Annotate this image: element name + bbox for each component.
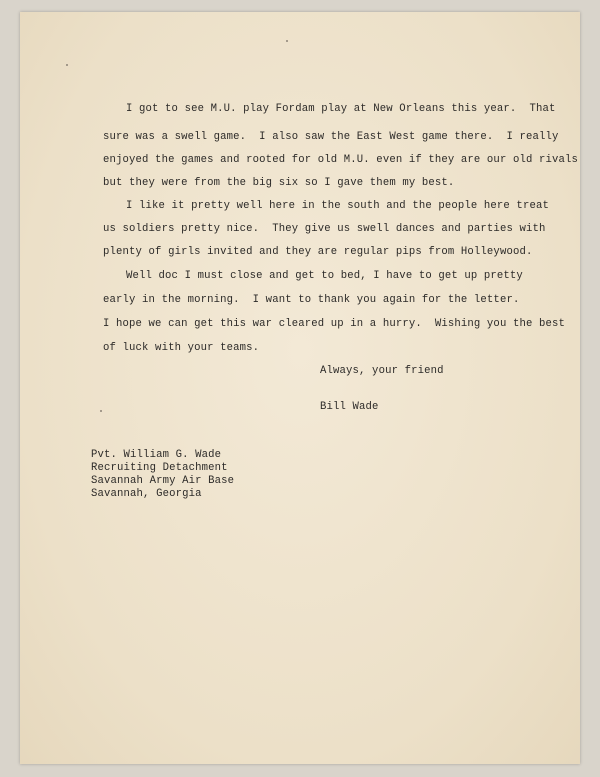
paragraph-2-line-3: plenty of girls invited and they are regular pips from Holleywood. xyxy=(103,246,533,258)
closing: Always, your friend xyxy=(320,365,444,377)
paragraph-1-line-1: I got to see M.U. play Fordam play at New Orleans this year. That xyxy=(126,103,556,115)
address-line-4: Savannah, Georgia xyxy=(91,488,202,500)
letter-page xyxy=(20,12,580,764)
paragraph-2-line-1: I like it pretty well here in the south and the people here treat xyxy=(126,200,549,212)
paragraph-1-line-3: enjoyed the games and rooted for old M.U. even if they are our old rivals xyxy=(103,154,579,166)
paper-speck xyxy=(100,410,102,412)
address-line-3: Savannah Army Air Base xyxy=(91,475,235,487)
paragraph-3-line-4: of luck with your teams. xyxy=(103,342,260,354)
paragraph-1-line-2: sure was a swell game. I also saw the East West game there. I really xyxy=(103,131,559,143)
paragraph-3-line-2: early in the morning. I want to thank you again for the letter. xyxy=(103,294,520,306)
paragraph-1-line-4: but they were from the big six so I gave them my best. xyxy=(103,177,455,189)
paper-speck xyxy=(286,40,288,42)
paper-speck xyxy=(66,64,68,66)
address-line-1: Pvt. William G. Wade xyxy=(91,449,222,461)
paragraph-3-line-3: I hope we can get this war cleared up in a hurry. Wishing you the best xyxy=(103,318,566,330)
address-line-2: Recruiting Detachment xyxy=(91,462,228,474)
paragraph-3-line-1: Well doc I must close and get to bed, I have to get up pretty xyxy=(126,270,523,282)
signature: Bill Wade xyxy=(320,401,379,413)
paragraph-2-line-2: us soldiers pretty nice. They give us swell dances and parties with xyxy=(103,223,546,235)
